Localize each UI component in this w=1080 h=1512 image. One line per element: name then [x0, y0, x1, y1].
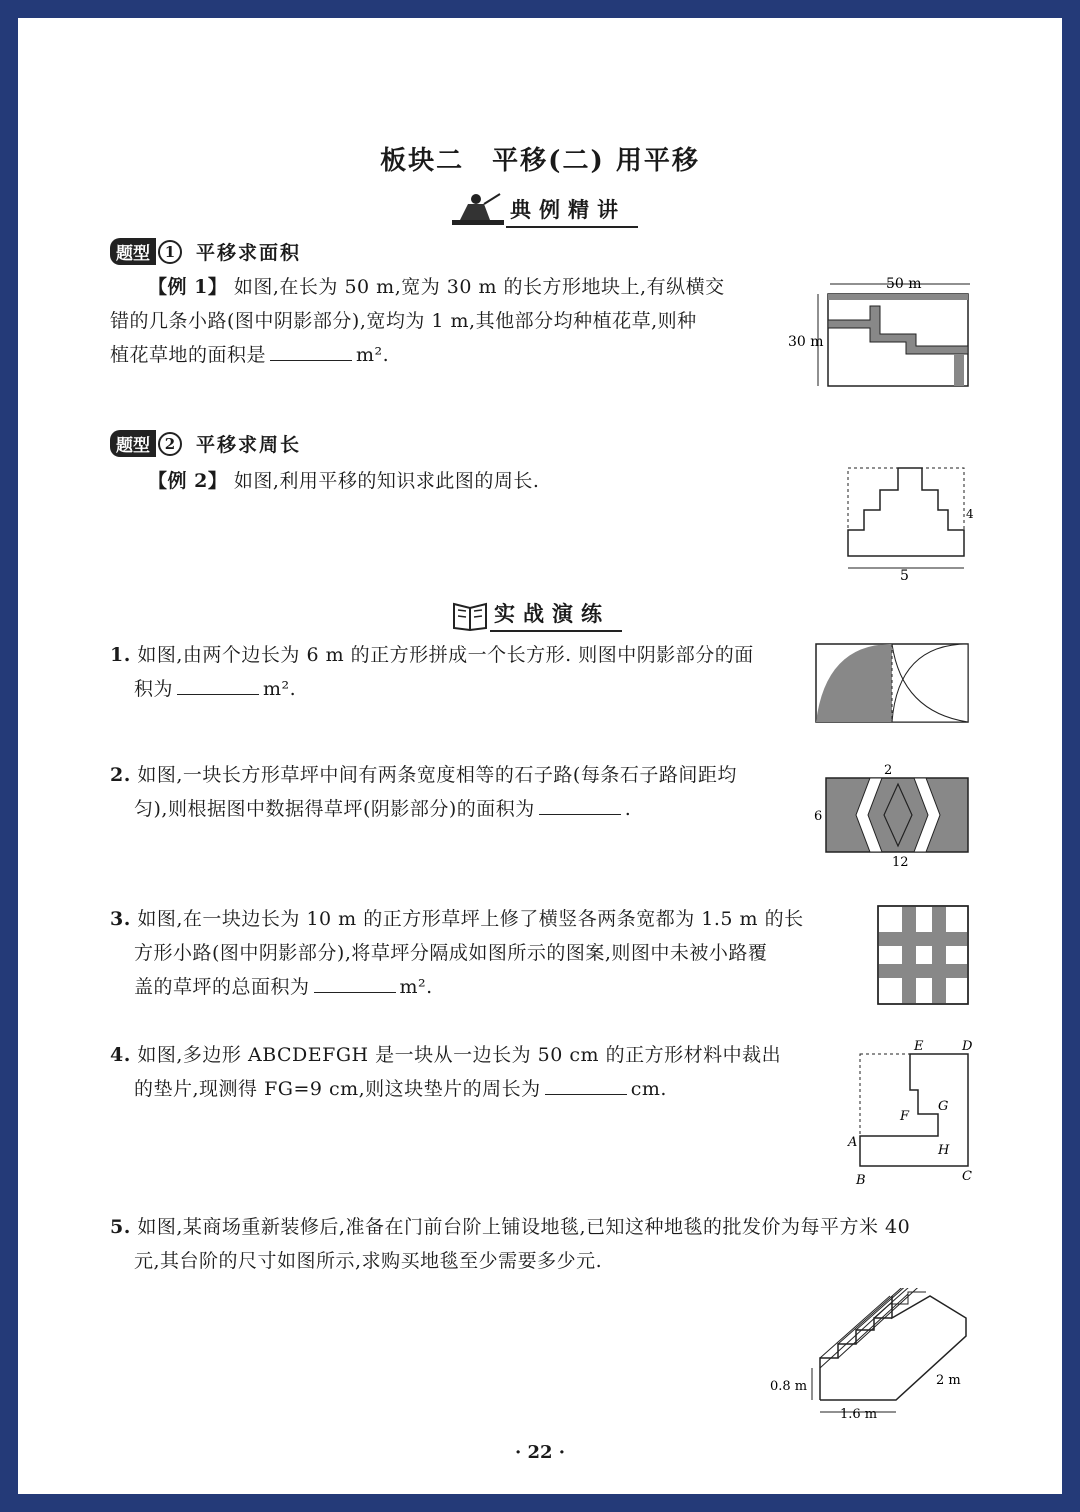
question-number: 5. [110, 1216, 131, 1238]
example-1-line-2: 错的几条小路(图中阴影部分),宽均为 1 m,其他部分均种植花草,则种 [110, 310, 697, 332]
question-2-figure [812, 762, 972, 868]
answer-blank[interactable] [270, 340, 352, 361]
question-1-line-1: 如图,由两个边长为 6 m 的正方形拼成一个长方形. 则图中阴影部分的面 [137, 644, 754, 666]
question-3-figure [876, 904, 972, 1006]
question-4-line-1: 如图,多边形 ABCDEFGH 是一块从一边长为 50 cm 的正方形材料中裁出 [137, 1044, 782, 1066]
question-3-line-2: 方形小路(图中阴影部分),将草坪分隔成如图所示的图案,则图中未被小路覆 [134, 942, 768, 964]
fig-top-label: 2 [884, 763, 893, 778]
label-H: H [938, 1143, 950, 1158]
question-2-line-1: 如图,一块长方形草坪中间有两条宽度相等的石子路(每条石子路间距均 [137, 764, 737, 786]
fig-depth-label: 2 m [936, 1373, 961, 1388]
question-2 [110, 758, 810, 826]
question-2-end: . [624, 798, 632, 820]
type-badge: 题型 [110, 430, 156, 457]
question-4-unit: cm. [630, 1078, 667, 1100]
page-number: · 22 · [514, 1442, 566, 1463]
fig-bottom-label: 5 [900, 568, 909, 582]
fig-width-label: 50 m [886, 276, 922, 292]
type-badge: 题型 [110, 238, 156, 265]
example-1-figure [788, 274, 978, 392]
question-4-figure [842, 1038, 972, 1188]
example-1-label: 【例 1】 [148, 276, 228, 298]
label-E: E [914, 1039, 924, 1054]
section-banner-practice [450, 596, 622, 632]
fig-height-label: 0.8 m [770, 1379, 808, 1394]
fig-right-label: 4 [966, 507, 974, 521]
label-A: A [848, 1135, 858, 1150]
question-3-unit: m². [399, 976, 433, 998]
question-1-figure [814, 642, 970, 726]
label-C: C [962, 1169, 972, 1184]
question-4-line-2: 的垫片,现测得 FG=9 cm,则这块垫片的周长为 [134, 1078, 541, 1100]
question-3-line-1: 如图,在一块边长为 10 m 的正方形草坪上修了横竖各两条宽都为 1.5 m 的长 [137, 908, 804, 930]
question-2-line-2: 匀),则根据图中数据得草坪(阴影部分)的面积为 [134, 798, 535, 820]
question-3 [110, 902, 850, 1004]
question-1-unit: m². [263, 678, 297, 700]
example-1-line-1: 如图,在长为 50 m,宽为 30 m 的长方形地块上,有纵横交 [233, 276, 725, 298]
example-1-text [110, 270, 770, 372]
type-name: 平移求周长 [196, 434, 302, 456]
example-2-label: 【例 2】 [148, 470, 228, 492]
fig-height-label: 30 m [788, 334, 824, 350]
question-number: 1. [110, 644, 131, 666]
type-number: 2 [158, 432, 182, 456]
label-B: B [856, 1173, 866, 1188]
teacher-desk-icon [450, 190, 506, 228]
example-2-text [148, 464, 539, 498]
answer-blank[interactable] [177, 674, 259, 695]
page-title: 板块二 平移(二) 用平移 [380, 146, 700, 176]
question-4 [110, 1038, 830, 1106]
section-banner-text: 典例精讲 [506, 194, 638, 228]
section-banner-examples [450, 190, 638, 228]
question-1 [110, 638, 810, 706]
fig-width-label: 1.6 m [840, 1407, 878, 1420]
book-icon [450, 596, 490, 632]
answer-blank[interactable] [314, 972, 396, 993]
section-banner-text: 实战演练 [490, 598, 622, 632]
type-number: 1 [158, 240, 182, 264]
example-2-line-1: 如图,利用平移的知识求此图的周长. [233, 470, 540, 492]
fig-bottom-label: 12 [892, 855, 909, 868]
question-1-line-2: 积为 [134, 678, 174, 700]
answer-blank[interactable] [545, 1074, 627, 1095]
example-1-unit: m². [356, 344, 390, 366]
fig-left-label: 6 [814, 809, 823, 824]
label-F: F [900, 1109, 910, 1124]
example-1-line-3: 植花草地的面积是 [110, 344, 267, 366]
question-5-line-1: 如图,某商场重新装修后,准备在门前台阶上铺设地毯,已知这种地毯的批发价为每平方米 40 [137, 1216, 911, 1238]
question-5 [110, 1210, 990, 1278]
type-name: 平移求面积 [196, 242, 302, 264]
question-5-figure [768, 1288, 978, 1420]
question-5-line-2: 元,其台阶的尺寸如图所示,求购买地毯至少需要多少元. [134, 1250, 603, 1272]
question-number: 3. [110, 908, 131, 930]
question-number: 2. [110, 764, 131, 786]
answer-blank[interactable] [539, 794, 621, 815]
question-type-1 [110, 238, 301, 265]
label-D: D [962, 1039, 972, 1054]
example-2-figure [838, 462, 978, 582]
worksheet-page [18, 18, 1062, 1494]
question-number: 4. [110, 1044, 131, 1066]
question-3-line-3: 盖的草坪的总面积为 [134, 976, 310, 998]
question-type-2 [110, 430, 301, 457]
label-G: G [938, 1099, 949, 1114]
